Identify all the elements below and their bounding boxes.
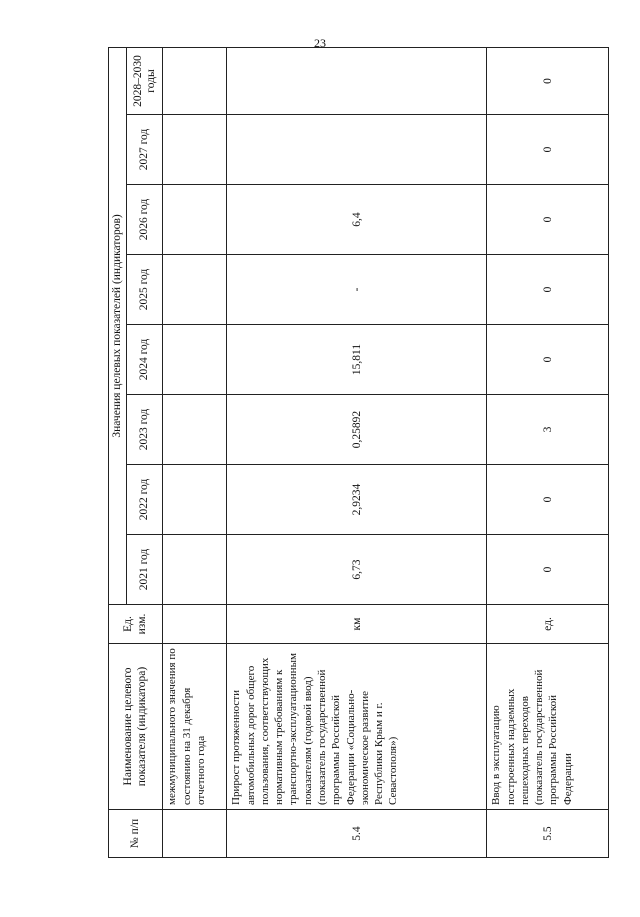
table-row — [227, 47, 487, 857]
row-unit — [163, 605, 227, 644]
indicator-table — [108, 47, 609, 858]
header-year-2024: 2024 год — [127, 325, 163, 395]
header-year-2021: 2021 год — [127, 535, 163, 605]
header-year-2027: 2027 год — [127, 115, 163, 185]
value-2023 — [163, 395, 227, 465]
value-2028-2030 — [163, 47, 227, 114]
value-2026: 6,4 — [227, 185, 487, 255]
value-2024 — [163, 325, 227, 395]
header-year-2028-2030: 2028–2030 годы — [127, 47, 163, 114]
table-row — [163, 47, 227, 857]
value-2024: 0 — [487, 325, 609, 395]
row-unit: ед. — [487, 605, 609, 644]
value-2021 — [163, 535, 227, 605]
header-unit: Ед. изм. — [109, 605, 163, 644]
table-row — [487, 47, 609, 857]
value-2022: 0 — [487, 465, 609, 535]
header-num: № п/п — [109, 810, 163, 858]
header-name: Наименование целевого показателя (индикатора) — [109, 644, 163, 810]
value-2024: 15,811 — [227, 325, 487, 395]
value-2021: 6,73 — [227, 535, 487, 605]
value-2027 — [227, 115, 487, 185]
value-2022: 2,9234 — [227, 465, 487, 535]
header-year-2023: 2023 год — [127, 395, 163, 465]
page-number: 23 — [314, 36, 326, 50]
value-2025: - — [227, 255, 487, 325]
value-2022 — [163, 465, 227, 535]
row-name: Ввод в эксплуатацию построенных надземных пешеходных переходов (показатель государственной программы Российской Федерации — [487, 644, 609, 810]
value-2021: 0 — [487, 535, 609, 605]
row-num: 5.4 — [227, 810, 487, 858]
value-2023: 3 — [487, 395, 609, 465]
value-2027 — [163, 115, 227, 185]
row-num — [163, 810, 227, 858]
value-2025 — [163, 255, 227, 325]
value-2026 — [163, 185, 227, 255]
value-2028-2030: 0 — [487, 47, 609, 114]
value-2023: 0,25892 — [227, 395, 487, 465]
header-group: Значения целевых показателей (индикаторов) — [109, 47, 127, 604]
row-num: 5.5 — [487, 810, 609, 858]
value-2025: 0 — [487, 255, 609, 325]
header-year-2025: 2025 год — [127, 255, 163, 325]
indicator-table-container — [108, 55, 608, 858]
row-unit: км — [227, 605, 487, 644]
value-2027: 0 — [487, 115, 609, 185]
row-name: Прирост протяженности автомобильных дорог общего пользования, соответствующих нормативным требованиям к транспортно-эксплуатационным показателям (годовой ввод) (показатель государственной программы Российской Федерации «Социально-экономическое развитие Республики Крым и г. Севастополя») — [227, 644, 487, 810]
header-year-2022: 2022 год — [127, 465, 163, 535]
row-name: межмуниципального значения по состоянию на 31 декабря отчетного года — [163, 644, 227, 810]
header-year-2026: 2026 год — [127, 185, 163, 255]
value-2026: 0 — [487, 185, 609, 255]
value-2028-2030 — [227, 47, 487, 114]
